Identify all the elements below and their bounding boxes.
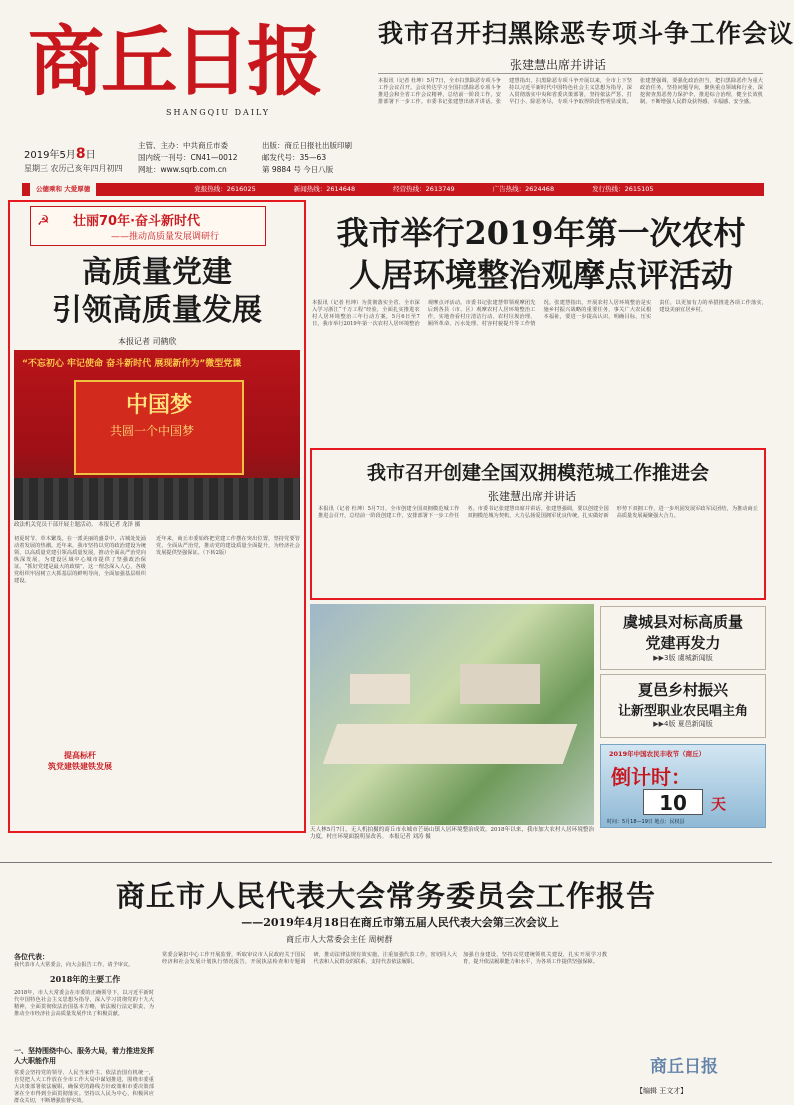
sidebar-banner: ☭ 壮丽70年·奋斗新时代 ——推动高质量发展调研行 xyxy=(30,206,266,246)
sidebar-subhead: 提高标杆 筑党建铁建铁发展 xyxy=(48,750,112,771)
second-story-byline: 张建慧出席并讲话 xyxy=(488,490,576,503)
hotline-slogan: 公德乘和 大爱厚德 xyxy=(30,183,96,196)
promo-2-page: ▶▶4版 夏邑新闻版 xyxy=(653,720,713,728)
publication-info-left: 主管、主办：中共商丘市委 国内统一刊号：CN41—0012 网址：www.sqrb.com.cn xyxy=(138,141,238,174)
countdown-box: 2019年中国农民丰收节（商丘） 倒计时： 10 天 时间：5月18—19日 地点：民权县 xyxy=(600,744,766,828)
top-story-byline: 张建慧出席并讲话 xyxy=(510,58,607,72)
report-subtitle: ——2019年4月18日在商丘市第五届人民代表大会第三次会议上 xyxy=(241,916,559,929)
promo-1-title-2: 党建再发力 xyxy=(645,634,721,652)
report-intro: 我代表市人大常委会，向大会报告工作，请予审议。 xyxy=(14,962,134,968)
second-story-body: 本报讯（记者 杜坤）5月7日，全市创建全国双拥模范城工作推进会召开，总结前一阶段创建工作，安排部署下一步工作任务。市委书记张建慧出席并讲话。张建慧强调，要以创建全国双拥模范城为契机，大力弘扬爱国拥军优良传统，扎实做好新形势下双拥工作，进一步巩固发展军政军民团结，为推动商丘高质量发展凝聚强大合力。 xyxy=(318,506,758,519)
report-headline: 商丘市人民代表大会常务委员会工作报告 xyxy=(115,879,656,913)
lead-story-body: 本报讯（记者 杜坤）为贯彻落实全省、全市深入学习浙江“千万工程”经验，全面扎实推进农村人居环境整治三年行动方案，5月6日至7日，我市举行2019年第一次农村人居环境整治观摩点评活动。市委书记张建慧带领观摩团先后到各县（市、区）观摩农村人居环境整治工作，实地查看村庄清洁行动、农村垃圾治理、厕所革命、污水处理、村容村貌提升等工作情况。张建慧指出，开展农村人居环境整治是实施乡村振兴战略的重要任务，事关广大农民根本福祉，要进一步提高认识，明确目标，压实责任，以更加有力的举措推进各项工作落实，建设美丽宜居乡村。 xyxy=(312,300,767,327)
promo-1[interactable] xyxy=(600,606,766,670)
issue-date: 2019年5月8日 xyxy=(24,146,96,162)
report-body-3: 常委会紧扣中心工作开展监督，听取审议市人民政府关于国民经济和社会发展计划执行情况报告，开展执法检查和专题调研，推动法律法规有效实施。注重加强代表工作，密切同人大代表和人民群众的联系，支持代表依法履职。 xyxy=(162,952,457,965)
editor-credit: 【编辑 王文才】 xyxy=(636,1087,688,1095)
report-byline: 商丘市人大常委会主任 周树群 xyxy=(286,935,393,944)
promo-2[interactable] xyxy=(600,674,766,738)
weekday: 星期三 农历己亥年四月初四 xyxy=(24,164,123,173)
report-body-4: 加强自身建设，坚持以党建统领机关建设，扎实开展学习教育，提升依法履职能力和水平，为各项工作提供坚强保障。 xyxy=(463,952,607,965)
sidebar-photo: “不忘初心 牢记使命 奋斗新时代 展现新作为”微型党课 中国梦 共圆一个中国梦 xyxy=(14,350,300,520)
hotline-ads: 广告热线：2624468 xyxy=(492,185,555,193)
sidebar-body: 初夏时节，草木繁茂。在一派美丽的盛景中，古城处处涌动着发展的热潮。近年来，我市坚持以党的政治建设为统领，以高质量党建引领高质量发展，推动全面从严治党向纵深发展，为建设区域中心城市提供了坚强政治保证。“抓好党建是最大的政绩”，这一理念深入人心，各级党组织牢固树立大抓基层的鲜明导向，全面加强基层组织建设。 xyxy=(14,536,146,584)
sidebar-body-2: 近年来，商丘市委始终把党建工作摆在突出位置，坚持党要管党、全面从严治党，推动党的建设质量全面提升，为经济社会发展提供坚强保证。（下转2版） xyxy=(156,536,300,556)
watermark: 商丘日报 xyxy=(650,1057,718,1077)
report-greeting: 各位代表： xyxy=(14,952,49,961)
report-body-2: 常委会坚持党的领导、人民当家作主、依法治国有机统一，自觉把人大工作放在全市工作大局中谋划推进，围绕市委重大决策部署依法履职，确保党的路线方针政策和市委决策部署在全市得到全面贯彻落实。坚持以人民为中心，积极回应群众关切，不断增强监督实效。 xyxy=(14,1070,154,1104)
countdown-days: 10 xyxy=(643,789,703,815)
hotline-party: 党报热线：2616025 xyxy=(194,185,256,193)
hotline-distribution: 发行热线：2615105 xyxy=(592,185,654,193)
sidebar-headline: 高质量党建 引领高质量发展 xyxy=(52,255,262,328)
divider xyxy=(378,73,763,74)
report-body-1: 2018年，市人大常委会在市委的正确领导下，以习近平新时代中国特色社会主义思想为指导，深入学习贯彻党的十九大精神，全面贯彻依法治国基本方略，依法履行法定职责，为推动全市经济社会高质量发展作出了积极贡献。 xyxy=(14,990,154,1017)
top-story-headline: 我市召开扫黑除恶专项斗争工作会议 xyxy=(378,19,794,48)
hotline-bar xyxy=(22,183,764,196)
sidebar-photo-caption: 政法机关党员干部开展主题活动。 本报记者 龙泽 摄 xyxy=(14,522,141,528)
center-photo xyxy=(310,604,594,825)
divider xyxy=(0,862,772,863)
promo-2-title-2: 让新型职业农民唱主角 xyxy=(617,704,748,719)
publication-info-right: 出版：商丘日报社出版印刷 邮发代号：35—63 第 9884 号 今日八版 xyxy=(262,141,352,174)
masthead-logo: 商丘日报 xyxy=(28,17,320,106)
promo-1-title: 虞城县对标高质量 xyxy=(622,613,743,631)
sidebar-byline: 本报记者 司鹤欣 xyxy=(118,337,177,346)
top-story-body: 本报讯（记者 杜坤）5月7日，全市扫黑除恶专项斗争工作会议召开。会议传达学习全国扫黑除恶专项斗争推进会和全省工作会议精神，总结前一阶段工作，安排部署下一步工作。市委书记张建慧出席并讲话。张建慧指出，扫黑除恶专项斗争开展以来，全市上下坚持以习近平新时代中国特色社会主义思想为指导，深入贯彻落实中央和省委决策部署，坚持依法严惩、打早打小、除恶务尽，专项斗争取得阶段性明显成效。张建慧强调，要强化政治担当，把扫黑除恶作为重大政治任务，坚持问题导向，聚焦重点领域和行业，深挖彻查黑恶势力保护伞，推进综合治理，健全长效机制，不断增强人民群众获得感、幸福感、安全感。 xyxy=(378,78,763,105)
lead-story-headline: 我市举行2019年第一次农村 人居环境整治观摩点评活动 xyxy=(336,214,746,294)
report-section-title: 2018年的主要工作 xyxy=(50,974,121,984)
report-subhead: 一、坚持围绕中心、服务大局，着力推进发挥人大职能作用 xyxy=(14,1046,154,1065)
promo-2-title: 夏邑乡村振兴 xyxy=(637,681,728,699)
center-photo-caption: 天人林5月7日，无人机拍摄的商丘市永城市芒砀山镇人居环境整治成效。2018年以来，我市加大农村人居环境整治力度，村庄环境面貌明显改善。 本报记者 刘涛 摄 xyxy=(310,827,594,840)
promo-1-page: ▶▶3版 虞城新闻版 xyxy=(653,654,713,662)
hotline-news: 新闻热线：2614648 xyxy=(293,185,356,193)
masthead-pinyin: SHANGQIU DAILY xyxy=(166,108,271,117)
second-story-headline: 我市召开创建全国双拥模范城工作推进会 xyxy=(366,462,709,484)
hotline-business: 经营热线：2613749 xyxy=(393,185,455,193)
